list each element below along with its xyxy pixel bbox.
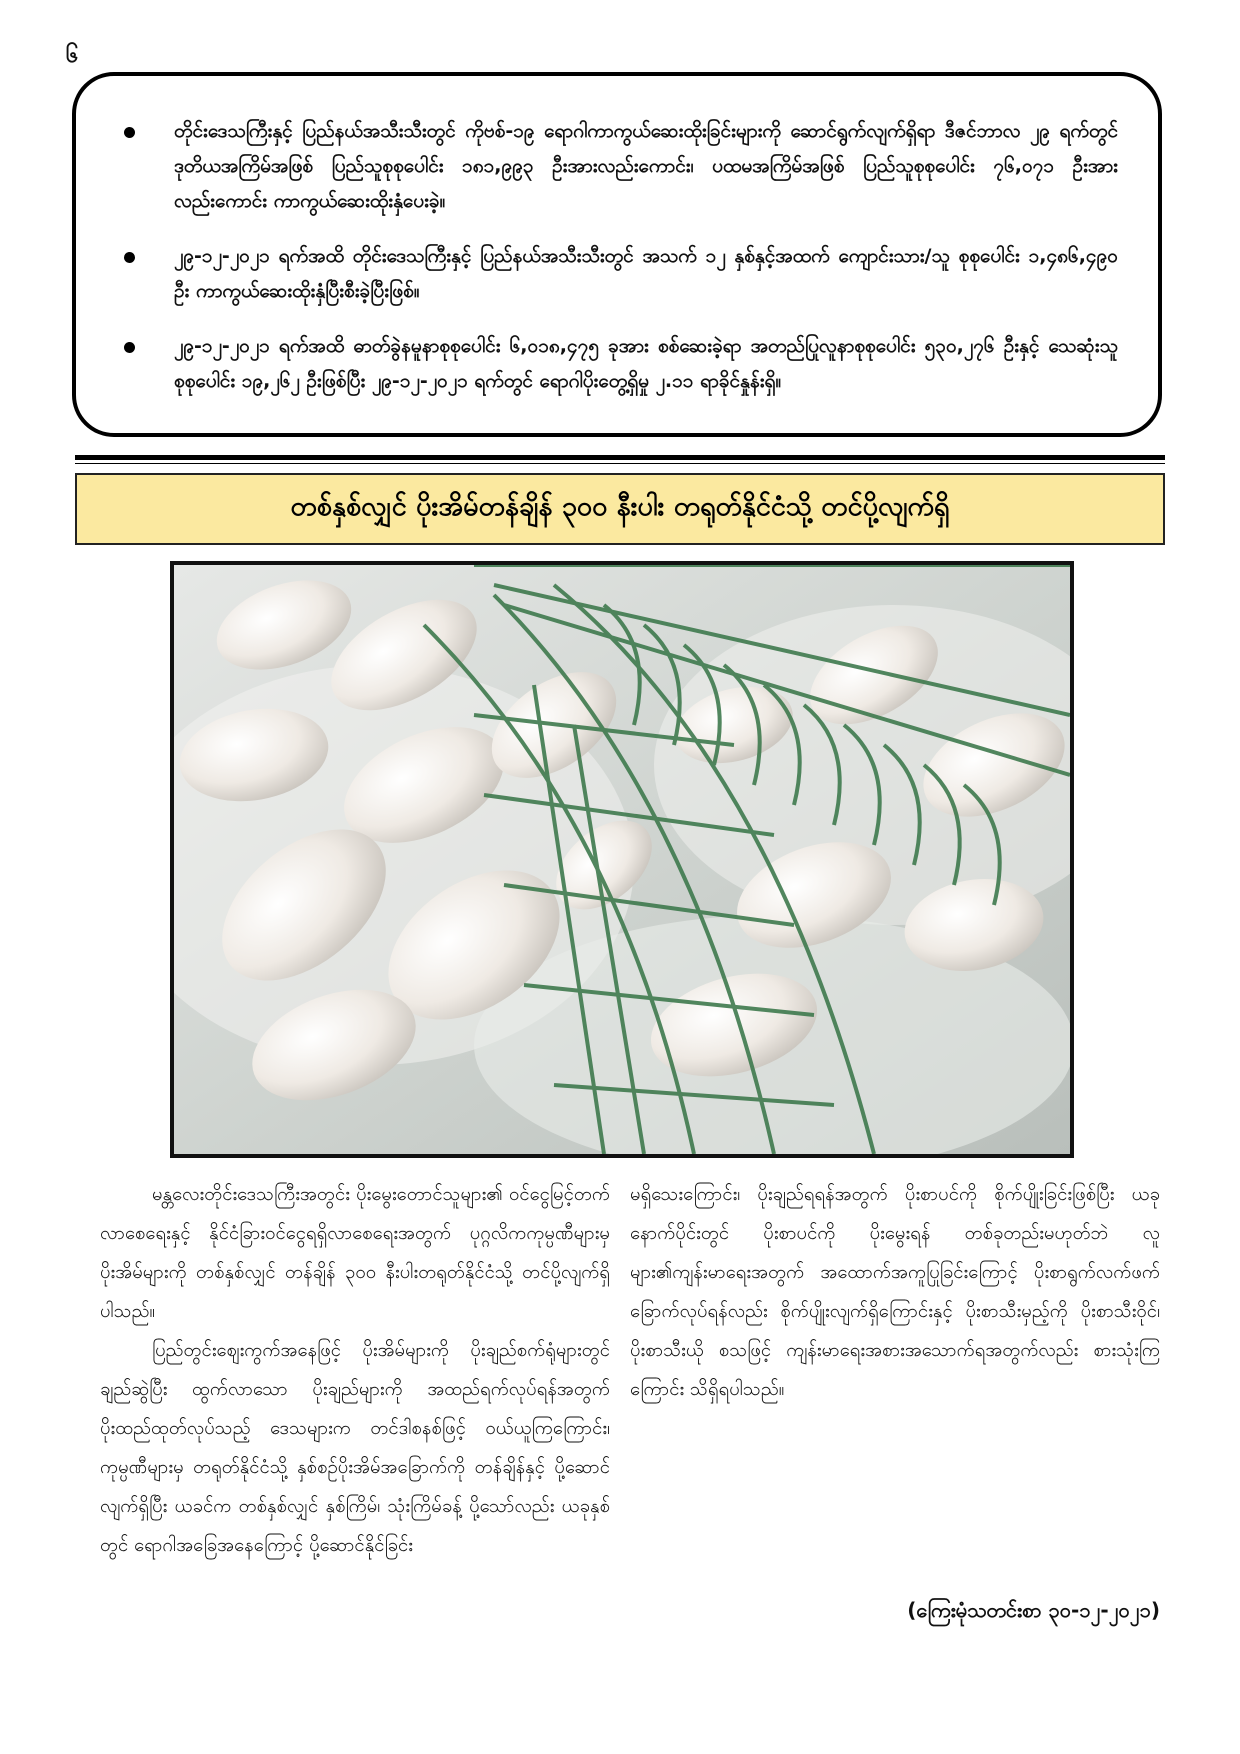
article-column-left bbox=[100, 1175, 610, 1565]
info-bullet-text: ၂၉-၁၂-၂၀၂၁ ရက်အထိ ဓာတ်ခွဲနမူနာစုစုပေါင်း ၆,၀၁၈,၄၇၅ ခုအား စစ်ဆေးခဲ့ရာ အတည်ပြုလူနာစုစုပေါင်း ၅၃၀,၂၇၆ ဦးနှင့် သေဆုံးသူစုစုပေါင်း ၁၉,၂၆၂ ဦးဖြစ်ပြီး ၂၉-၁၂-၂၀၂၁ ရက်တွင် ရောဂါပိုးတွေ့ရှိမှု ၂.၁၁ ရာခိုင်နှုန်းရှိ။ bbox=[174, 335, 1118, 392]
article-source: (ကြေးမုံသတင်းစာ ၃၀-၁၂-၂၀၂၁) bbox=[907, 1598, 1160, 1622]
bullet-icon bbox=[124, 252, 135, 263]
article-paragraph: မန္တလေးတိုင်းဒေသကြီးအတွင်း ပိုးမွေးတောင်သူများ၏ ဝင်ငွေမြင့်တက်လာစေရေးနှင့် နိုင်ငံခြားဝင်ငွေရရှိလာစေရေးအတွက် ပုဂ္ဂလိကကုမ္ပဏီများမှ ပိုးအိမ်များကို တစ်နှစ်လျှင် တန်ချိန် ၃၀၀ နီးပါးတရုတ်နိုင်ငံသို့ တင်ပို့လျက်ရှိပါသည်။ bbox=[100, 1184, 610, 1322]
covid-info-box bbox=[72, 72, 1162, 437]
cocoon-photo bbox=[170, 561, 1074, 1158]
info-bullet-item bbox=[116, 239, 1118, 309]
bullet-icon bbox=[124, 127, 135, 138]
article-paragraph: ပြည်တွင်းဈေးကွက်အနေဖြင့် ပိုးအိမ်များကို ပိုးချည်စက်ရုံများတွင် ချည်ဆွဲပြီး ထွက်လာသော ပိုးချည်များကို အထည်ရက်လုပ်ရန်အတွက် ပိုးထည်ထုတ်လုပ်သည့် ဒေသများက တင်ဒါစနစ်ဖြင့် ဝယ်ယူကြကြောင်း၊ ကုမ္ပဏီများမှ တရုတ်နိုင်ငံသို့ နှစ်စဉ်ပိုးအိမ်အခြောက်ကို တန်ချိန်နှင့် ပို့ဆောင်လျက်ရှိပြီး ယခင်က တစ်နှစ်လျှင် နှစ်ကြိမ်၊ သုံးကြိမ်ခန့် ပို့သော်လည်း ယခုနှစ်တွင် ရောဂါအခြေအနေကြောင့် ပို့ဆောင်နိုင်ခြင်း bbox=[100, 1340, 610, 1556]
info-bullet-list bbox=[116, 114, 1118, 399]
section-divider-thin bbox=[75, 463, 1165, 464]
article-headline: တစ်နှစ်လျှင် ပိုးအိမ်တန်ချိန် ၃၀၀ နီးပါး တရုတ်နိုင်ငံသို့ တင်ပို့လျက်ရှိ bbox=[290, 491, 950, 522]
info-bullet-item bbox=[116, 114, 1118, 219]
info-bullet-text: ၂၉-၁၂-၂၀၂၁ ရက်အထိ တိုင်းဒေသကြီးနှင့် ပြည်နယ်အသီးသီးတွင် အသက် ၁၂ နှစ်နှင့်အထက် ကျောင်းသား/သူ စုစုပေါင်း ၁,၄၈၆,၄၉၀ ဦး ကာကွယ်ဆေးထိုးနှံပြီးစီးခဲ့ပြီးဖြစ်။ bbox=[174, 245, 1118, 302]
info-bullet-item bbox=[116, 329, 1118, 399]
article-column-right bbox=[630, 1175, 1160, 1409]
info-bullet-text: တိုင်းဒေသကြီးနှင့် ပြည်နယ်အသီးသီးတွင် ကိုဗစ်-၁၉ ရောဂါကာကွယ်ဆေးထိုးခြင်းများကို ဆောင်ရွက်လျက်ရှိရာ ဒီဇင်ဘာလ ၂၉ ရက်တွင် ဒုတိယအကြိမ်အဖြစ် ပြည်သူစုစုပေါင်း ၁၈၁,၉၉၃ ဦးအားလည်းကောင်း၊ ပထမအကြိမ်အဖြစ် ပြည်သူစုစုပေါင်း ၇၆,၀၇၁ ဦးအားလည်းကောင်း ကာကွယ်ဆေးထိုးနှံပေးခဲ့။ bbox=[174, 120, 1118, 212]
bullet-icon bbox=[124, 342, 135, 353]
section-divider bbox=[75, 455, 1165, 460]
page-number: ၆ bbox=[66, 43, 79, 68]
article-paragraph-continued: မရှိသေးကြောင်း၊ ပိုးချည်ရရန်အတွက် ပိုးစာပင်ကို စိုက်ပျိုးခြင်းဖြစ်ပြီး ယခုနောက်ပိုင်းတွင် ပိုးစာပင်ကို ပိုးမွေးရန် တစ်ခုတည်းမဟုတ်ဘဲ လူများ၏ကျန်းမာရေးအတွက် အထောက်အကူပြုခြင်းကြောင့် ပိုးစာရွက်လက်ဖက်ခြောက်လုပ်ရန်လည်း စိုက်ပျိုးလျက်ရှိကြောင်းနှင့် ပိုးစာသီးမှည့်ကို ပိုးစာသီးဝိုင်၊ ပိုးစာသီးယို စသဖြင့် ကျန်းမာရေးအစားအသောက်ရအတွက်လည်း စားသုံးကြကြောင်း သိရှိရပါသည်။ bbox=[630, 1184, 1160, 1400]
headline-banner bbox=[75, 473, 1165, 545]
cocoon-photo-illustration bbox=[174, 565, 1070, 1154]
